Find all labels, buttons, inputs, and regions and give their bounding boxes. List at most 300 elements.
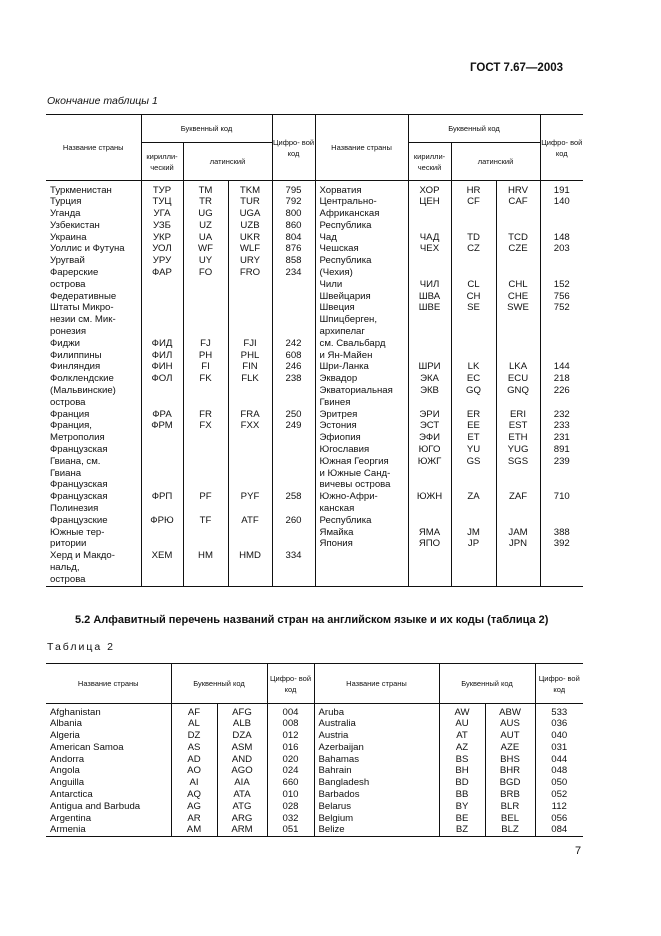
country-name-cell: Франция, <box>46 420 141 432</box>
country-name-cell: острова <box>46 279 141 291</box>
code-cell <box>496 208 540 220</box>
table-2 <box>46 663 583 837</box>
code-cell: 710 <box>553 491 570 503</box>
table-row <box>46 409 583 421</box>
code-cell: PH <box>183 350 228 362</box>
code-cell: 260 <box>272 515 315 527</box>
code-cell <box>451 267 496 279</box>
code-cell <box>540 468 583 480</box>
country-name-cell: Фарерские <box>46 267 141 279</box>
col-letter-header: Буквенный код <box>171 664 267 704</box>
country-name-cell: Belarus <box>314 801 439 813</box>
code-cell <box>228 538 272 550</box>
code-cell: ФИД <box>141 338 183 350</box>
code-cell <box>141 279 183 291</box>
country-name-cell: Херд и Макдо- <box>46 550 141 562</box>
code-cell <box>408 562 451 574</box>
code-cell: TD <box>451 232 496 244</box>
country-name-cell: и Южные Санд- <box>315 468 408 480</box>
code-cell <box>540 550 583 562</box>
code-cell <box>496 562 540 574</box>
code-cell <box>141 432 183 444</box>
code-cell: ЭКА <box>408 373 451 385</box>
code-cell: ФИН <box>141 361 183 373</box>
table-row <box>46 562 583 574</box>
country-name-cell: Aruba <box>314 707 439 719</box>
code-cell: ТУЦ <box>141 196 183 208</box>
code-cell <box>272 302 315 314</box>
code-cell <box>228 291 272 303</box>
code-cell: 024 <box>267 765 314 777</box>
code-cell <box>183 444 228 456</box>
code-cell: 056 <box>551 812 568 824</box>
code-cell: ФРА <box>141 409 183 421</box>
code-cell: YUG <box>496 444 540 456</box>
code-cell <box>228 314 272 326</box>
code-cell: BS <box>439 754 485 766</box>
code-cell <box>183 562 228 574</box>
code-cell <box>451 479 496 491</box>
country-name-cell: Метрополия <box>46 432 141 444</box>
code-cell <box>141 444 183 456</box>
code-cell <box>272 479 315 491</box>
code-cell: 249 <box>272 420 315 432</box>
code-cell: DZ <box>171 730 217 742</box>
code-cell <box>408 208 451 220</box>
code-cell: 203 <box>553 243 570 255</box>
code-cell: BD <box>439 777 485 789</box>
code-cell <box>272 385 315 397</box>
table-row <box>46 385 583 397</box>
code-cell: ЭФИ <box>408 432 451 444</box>
code-cell: AG <box>171 801 217 813</box>
code-cell <box>141 397 183 409</box>
code-cell: УЗБ <box>141 220 183 232</box>
code-cell: 008 <box>267 718 314 730</box>
code-cell: 036 <box>551 718 568 730</box>
code-cell: SWE <box>496 302 540 314</box>
country-name-cell: архипелаг <box>315 326 408 338</box>
code-cell: FLK <box>228 373 272 385</box>
col-name-header: Название страны <box>46 664 171 704</box>
table-row <box>46 707 583 719</box>
table-row <box>46 503 583 515</box>
code-cell: WLF <box>228 243 272 255</box>
table-row <box>46 373 583 385</box>
code-cell: ЮЖГ <box>408 456 451 468</box>
code-cell: 226 <box>553 385 570 397</box>
code-cell <box>272 562 315 574</box>
code-cell: AT <box>439 730 485 742</box>
code-cell: ЯМА <box>408 527 451 539</box>
code-cell <box>408 255 451 267</box>
country-name-cell: Bangladesh <box>314 777 439 789</box>
code-cell: GS <box>451 456 496 468</box>
code-cell <box>408 350 451 362</box>
country-name-cell: Гвиана, см. <box>46 456 141 468</box>
table-row <box>46 742 583 754</box>
code-cell <box>451 515 496 527</box>
code-cell <box>540 503 583 515</box>
table-row <box>46 397 583 409</box>
code-cell <box>540 314 583 326</box>
table-row <box>46 361 583 373</box>
code-cell: AZ <box>439 742 485 754</box>
code-cell: AS <box>171 742 217 754</box>
code-cell: CZ <box>451 243 496 255</box>
code-cell <box>272 574 315 586</box>
code-cell <box>228 574 272 586</box>
code-cell <box>272 326 315 338</box>
code-cell: BB <box>439 789 485 801</box>
code-cell: 388 <box>553 526 570 538</box>
code-cell <box>228 326 272 338</box>
code-cell: FXX <box>228 420 272 432</box>
table2-header <box>46 664 583 707</box>
code-cell <box>183 314 228 326</box>
code-cell <box>183 527 228 539</box>
country-name-cell: Республика <box>315 220 408 232</box>
code-cell <box>451 338 496 350</box>
code-cell: AR <box>171 813 217 825</box>
code-cell: 032 <box>267 813 314 825</box>
code-cell <box>451 314 496 326</box>
country-name-cell: ритории <box>46 538 141 550</box>
code-cell: CHE <box>496 291 540 303</box>
table-row <box>46 718 583 730</box>
country-name-cell: Швеция <box>315 302 408 314</box>
code-cell: ФРЮ <box>141 515 183 527</box>
code-cell <box>408 338 451 350</box>
code-cell: FX <box>183 420 228 432</box>
code-cell: 258 <box>272 491 315 503</box>
code-cell: FRA <box>228 409 272 421</box>
code-cell <box>408 220 451 232</box>
code-cell <box>228 503 272 515</box>
code-cell: ALB <box>217 718 267 730</box>
code-cell: 233 <box>553 420 570 432</box>
code-cell <box>141 574 183 586</box>
code-cell: UZB <box>228 220 272 232</box>
table-row <box>46 479 583 491</box>
code-cell: LKA <box>496 361 540 373</box>
code-cell <box>141 326 183 338</box>
col-letter-header: Буквенный код <box>141 115 272 143</box>
country-name-cell: Angola <box>46 765 171 777</box>
code-cell: 012 <box>267 730 314 742</box>
code-cell <box>141 291 183 303</box>
code-cell <box>272 432 315 444</box>
code-cell <box>141 503 183 515</box>
code-cell <box>451 220 496 232</box>
code-cell: AU <box>439 718 485 730</box>
code-cell <box>408 574 451 586</box>
country-name-cell: Bahamas <box>314 754 439 766</box>
country-name-cell: Barbados <box>314 789 439 801</box>
section-title: 5.2 Алфавитный перечень названий стран на английском языке и их коды (таблица 2) <box>75 614 549 626</box>
code-cell: AL <box>171 718 217 730</box>
code-cell: JP <box>451 538 496 550</box>
code-cell: ЧАД <box>408 232 451 244</box>
code-cell: ARG <box>217 813 267 825</box>
code-cell: ЮЖН <box>408 491 451 503</box>
country-name-cell: острова <box>46 397 141 409</box>
country-name-cell: Гвинея <box>315 397 408 409</box>
code-cell: ATA <box>217 789 267 801</box>
code-cell: ФОЛ <box>141 373 183 385</box>
code-cell: УОЛ <box>141 243 183 255</box>
table-row <box>46 550 583 562</box>
code-cell: BLZ <box>485 824 535 836</box>
country-name-cell: Южная Георгия <box>315 456 408 468</box>
code-cell: UKR <box>228 232 272 244</box>
code-cell <box>496 515 540 527</box>
code-cell: BHS <box>485 754 535 766</box>
code-cell: AZE <box>485 742 535 754</box>
code-cell <box>183 538 228 550</box>
country-name-cell: Гвиана <box>46 468 141 480</box>
code-cell: BRB <box>485 789 535 801</box>
country-name-cell: Antigua and Barbuda <box>46 801 171 813</box>
code-cell: 876 <box>272 243 315 255</box>
code-cell: ФРМ <box>141 420 183 432</box>
country-name-cell: Французская <box>46 491 141 503</box>
country-name-cell: Чешская <box>315 243 408 255</box>
code-cell <box>141 538 183 550</box>
table-row <box>46 824 583 836</box>
code-cell <box>272 397 315 409</box>
table-row <box>46 232 583 244</box>
country-name-cell: Эквадор <box>315 373 408 385</box>
code-cell: 231 <box>553 432 570 444</box>
table-row <box>46 267 583 279</box>
country-name-cell: Уругвай <box>46 255 141 267</box>
code-cell <box>496 267 540 279</box>
table-row <box>46 801 583 813</box>
code-cell: HM <box>183 550 228 562</box>
table-row <box>46 302 583 314</box>
code-cell: AND <box>217 754 267 766</box>
country-name-cell: Чад <box>315 232 408 244</box>
code-cell: 860 <box>272 220 315 232</box>
code-cell <box>540 338 583 350</box>
table-row <box>46 255 583 267</box>
code-cell <box>451 350 496 362</box>
code-cell: 084 <box>535 824 583 836</box>
code-cell: 792 <box>272 196 315 208</box>
table-row <box>46 185 583 197</box>
code-cell <box>272 456 315 468</box>
code-cell: 016 <box>267 742 314 754</box>
code-cell: 152 <box>553 278 570 290</box>
table-row <box>46 813 583 825</box>
table-row <box>46 754 583 766</box>
code-cell: 756 <box>553 290 570 302</box>
code-cell <box>183 397 228 409</box>
code-cell: AF <box>171 707 217 719</box>
country-name-cell: Эстония <box>315 420 408 432</box>
code-cell: 250 <box>272 409 315 421</box>
country-name-cell: Французские <box>46 515 141 527</box>
code-cell: ЭСТ <box>408 420 451 432</box>
col-digital-header: Цифро- вой код <box>267 664 314 704</box>
code-cell <box>183 503 228 515</box>
code-cell <box>183 574 228 586</box>
code-cell: ФРП <box>141 491 183 503</box>
country-name-cell: Французская <box>46 479 141 491</box>
code-cell <box>141 302 183 314</box>
country-name-cell: (Чехия) <box>315 267 408 279</box>
country-name-cell: Республика <box>315 515 408 527</box>
country-name-cell: нальд, <box>46 562 141 574</box>
table-row <box>46 314 583 326</box>
code-cell: BHR <box>485 765 535 777</box>
code-cell: ЭРИ <box>408 409 451 421</box>
country-name-cell: Франция <box>46 409 141 421</box>
country-name-cell: Фиджи <box>46 338 141 350</box>
code-cell: AO <box>171 765 217 777</box>
code-cell: 246 <box>272 361 315 373</box>
country-name-cell: Хорватия <box>315 185 408 197</box>
col-name-header: Название страны <box>315 115 408 181</box>
code-cell: ER <box>451 409 496 421</box>
code-cell <box>183 326 228 338</box>
table-row <box>46 220 583 232</box>
code-cell: TM <box>183 185 228 197</box>
code-cell: CZE <box>496 243 540 255</box>
code-cell: BZ <box>439 824 485 836</box>
code-cell <box>451 562 496 574</box>
code-cell: AM <box>171 824 217 836</box>
code-cell: CHL <box>496 279 540 291</box>
code-cell: UY <box>183 255 228 267</box>
code-cell: AUT <box>485 730 535 742</box>
code-cell: AQ <box>171 789 217 801</box>
country-name-cell: Центрально- <box>315 196 408 208</box>
code-cell <box>141 479 183 491</box>
code-cell: 858 <box>272 255 315 267</box>
code-cell <box>408 314 451 326</box>
code-cell <box>496 574 540 586</box>
code-cell: URY <box>228 255 272 267</box>
table-row <box>46 730 583 742</box>
country-name-cell: незии см. Мик- <box>46 314 141 326</box>
country-name-cell: Шри-Ланка <box>315 361 408 373</box>
code-cell <box>228 397 272 409</box>
code-cell <box>408 503 451 515</box>
col-cyrillic-header: кирилли- ческий <box>141 143 183 181</box>
code-cell: 239 <box>553 455 570 467</box>
code-cell <box>496 338 540 350</box>
country-name-cell: (Мальвинские) <box>46 385 141 397</box>
code-cell <box>540 515 583 527</box>
code-cell <box>540 326 583 338</box>
country-name-cell: Экваториальная <box>315 385 408 397</box>
col-digital-header: Цифро- вой код <box>272 115 315 181</box>
code-cell <box>408 326 451 338</box>
code-cell: FR <box>183 409 228 421</box>
code-cell: 660 <box>267 777 314 789</box>
code-cell: AIA <box>217 777 267 789</box>
code-cell: УРУ <box>141 255 183 267</box>
table1-header <box>46 115 583 185</box>
country-name-cell: Республика <box>315 255 408 267</box>
code-cell: 891 <box>553 444 570 456</box>
code-cell <box>451 503 496 515</box>
code-cell <box>141 385 183 397</box>
code-cell <box>540 220 583 232</box>
country-name-cell: Украина <box>46 232 141 244</box>
table-1 <box>46 114 583 587</box>
code-cell: ECU <box>496 373 540 385</box>
code-cell <box>183 468 228 480</box>
code-cell <box>496 220 540 232</box>
table-row <box>46 444 583 456</box>
code-cell <box>272 503 315 515</box>
code-cell <box>228 479 272 491</box>
col-latin-header: латинский <box>183 143 272 181</box>
code-cell <box>408 397 451 409</box>
code-cell: 004 <box>267 707 314 719</box>
code-cell: УГА <box>141 208 183 220</box>
code-cell: HMD <box>228 550 272 562</box>
country-name-cell: Argentina <box>46 813 171 825</box>
code-cell <box>228 527 272 539</box>
code-cell: JPN <box>496 538 540 550</box>
code-cell: JAM <box>496 527 540 539</box>
code-cell: ABW <box>485 707 535 719</box>
col-digital-header: Цифро- вой код <box>540 115 583 181</box>
code-cell: AI <box>171 777 217 789</box>
code-cell <box>408 515 451 527</box>
code-cell: BH <box>439 765 485 777</box>
code-cell <box>540 574 583 586</box>
code-cell: GQ <box>451 385 496 397</box>
code-cell: TKM <box>228 185 272 197</box>
table-row <box>46 326 583 338</box>
code-cell <box>408 468 451 480</box>
code-cell <box>228 385 272 397</box>
table-row <box>46 765 583 777</box>
code-cell <box>540 267 583 279</box>
code-cell: ЧЕХ <box>408 243 451 255</box>
col-digital-header: Цифро- вой код <box>535 664 583 704</box>
code-cell <box>496 479 540 491</box>
country-name-cell <box>315 574 408 586</box>
code-cell <box>540 562 583 574</box>
country-name-cell: Французская <box>46 444 141 456</box>
code-cell: UA <box>183 232 228 244</box>
country-name-cell: Austria <box>314 730 439 742</box>
code-cell: FRO <box>228 267 272 279</box>
country-name-cell: Andorra <box>46 754 171 766</box>
code-cell <box>228 468 272 480</box>
code-cell: YU <box>451 444 496 456</box>
country-name-cell: Belgium <box>314 813 439 825</box>
code-cell: ERI <box>496 409 540 421</box>
code-cell <box>451 397 496 409</box>
code-cell <box>540 350 583 362</box>
code-cell: PYF <box>228 491 272 503</box>
col-name-header: Название страны <box>46 115 141 181</box>
table2-caption: Таблица 2 <box>47 641 115 653</box>
table-row <box>46 777 583 789</box>
code-cell: 031 <box>551 741 568 753</box>
table-row <box>46 456 583 468</box>
code-cell <box>496 468 540 480</box>
table-row <box>46 538 583 550</box>
code-cell: ТУР <box>141 185 183 197</box>
